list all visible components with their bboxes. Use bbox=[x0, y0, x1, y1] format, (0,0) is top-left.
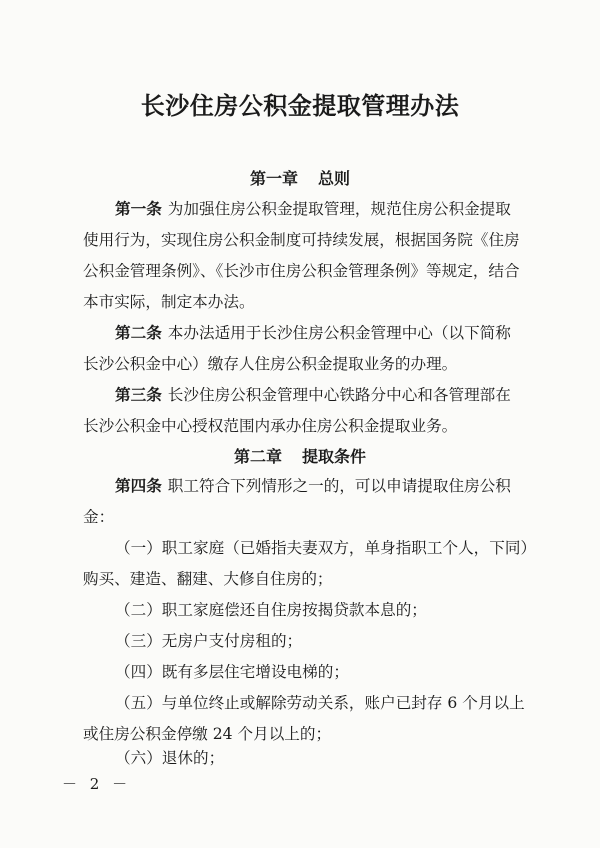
item-1-line-2: 购买、建造、翻建、大修自住房的； bbox=[83, 570, 333, 588]
item-6: （六）退休的； bbox=[115, 749, 225, 767]
chapter-1-heading bbox=[0, 166, 600, 189]
article-4-text-1: 职工符合下列情形之一的，可以申请提取住房公积 bbox=[167, 477, 511, 495]
article-1-line-3: 公积金管理条例》、《长沙市住房公积金管理条例》等规定，结合 bbox=[83, 262, 520, 280]
page-number: － 2 － bbox=[62, 775, 132, 793]
item-5-line-1: （五）与单位终止或解除劳动关系，账户已封存 6 个月以上 bbox=[115, 694, 525, 712]
article-3-line-2: 长沙公积金中心授权范围内承办住房公积金提取业务。 bbox=[83, 417, 458, 435]
item-3: （三）无房户支付房租的； bbox=[115, 632, 303, 650]
article-3-text-1: 长沙住房公积金管理中心铁路分中心和各管理部在 bbox=[167, 386, 511, 404]
chapter-1-name: 总则 bbox=[318, 169, 351, 188]
article-1-line-2: 使用行为，实现住房公积金制度可持续发展，根据国务院《住房 bbox=[83, 231, 520, 249]
article-1-text-1: 为加强住房公积金提取管理，规范住房公积金提取 bbox=[167, 200, 511, 218]
item-2: （二）职工家庭偿还自住房按揭贷款本息的； bbox=[115, 601, 427, 619]
article-1-label: 第一条 bbox=[115, 200, 162, 218]
article-2-line-1 bbox=[115, 323, 539, 343]
article-1-line-4: 本市实际，制定本办法。 bbox=[83, 293, 255, 311]
article-1-line-1 bbox=[115, 199, 539, 219]
item-5-line-2: 或住房公积金停缴 24 个月以上的； bbox=[83, 725, 332, 743]
article-2-label: 第二条 bbox=[115, 324, 162, 342]
article-3-line-1 bbox=[115, 385, 539, 405]
article-3-label: 第三条 bbox=[115, 386, 162, 404]
document-title: 长沙住房公积金提取管理办法 bbox=[140, 91, 460, 120]
article-4-line-2: 金： bbox=[83, 508, 115, 526]
article-4-line-1 bbox=[115, 476, 539, 496]
chapter-2-number: 第二章 bbox=[233, 447, 282, 466]
chapter-1-number: 第一章 bbox=[249, 169, 298, 188]
article-4-label: 第四条 bbox=[115, 477, 162, 495]
article-2-text-1: 本办法适用于长沙住房公积金管理中心（以下简称 bbox=[167, 324, 511, 342]
item-4: （四）既有多层住宅增设电梯的； bbox=[115, 663, 349, 681]
chapter-2-name: 提取条件 bbox=[302, 447, 367, 466]
chapter-2-heading bbox=[0, 444, 600, 467]
article-2-line-2: 长沙公积金中心）缴存人住房公积金提取业务的办理。 bbox=[83, 355, 458, 373]
item-1-line-1: （一）职工家庭（已婚指夫妻双方，单身指职工个人，下同） bbox=[115, 539, 537, 557]
